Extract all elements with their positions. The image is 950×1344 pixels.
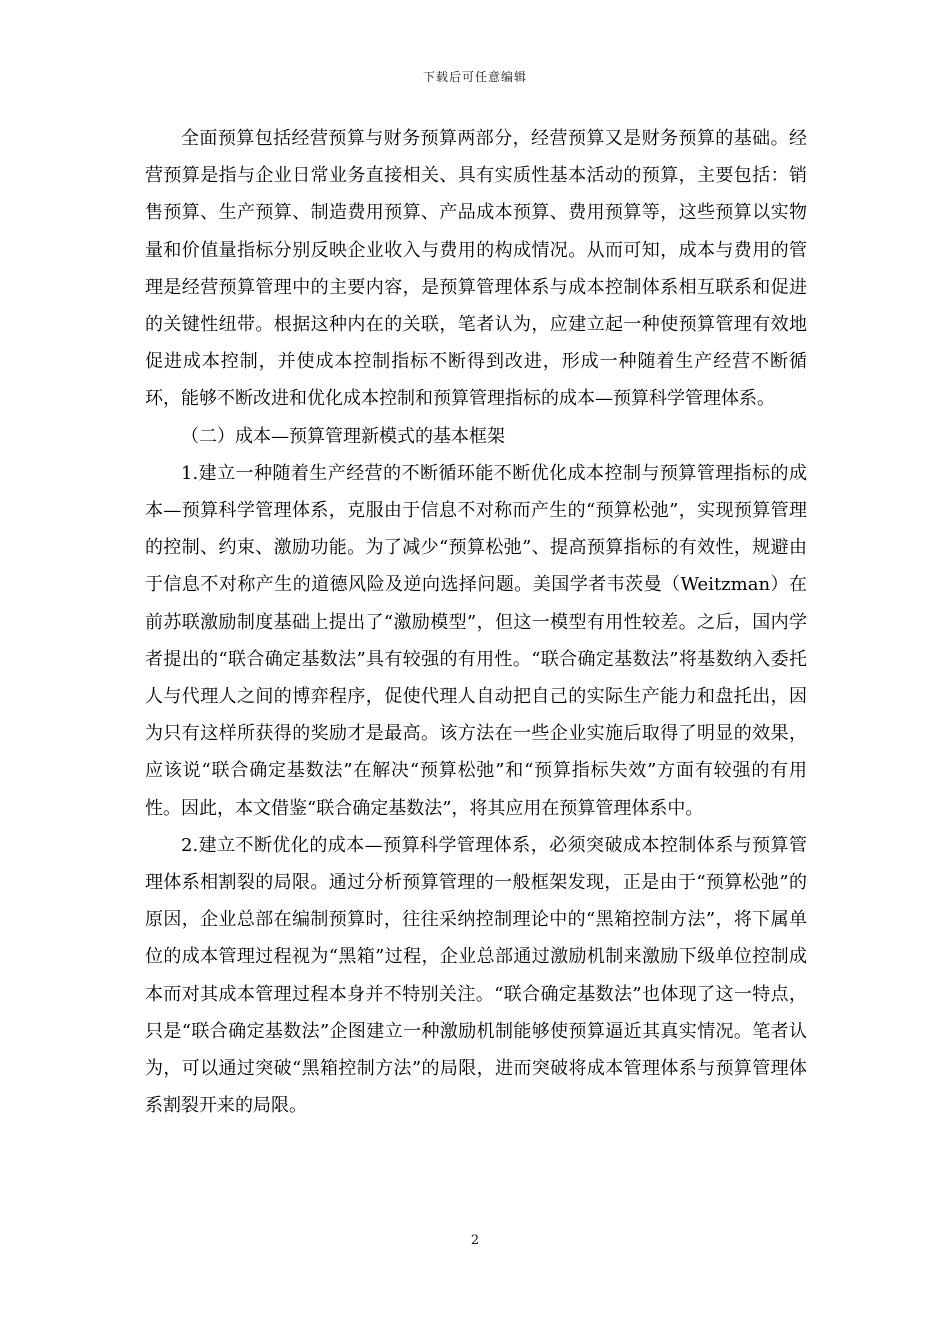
page-number: 2 (470, 1233, 480, 1248)
document-body (145, 120, 807, 1124)
section-heading-framework: （二）成本—预算管理新模式的基本框架 (181, 425, 505, 447)
page-header: 下载后可任意编辑 (422, 70, 527, 84)
paragraph-point-2: 2.建立不断优化的成本—预算科学管理体系，必须突破成本控制体系与预算管理体系相割裂的局限。通过分析预算管理的一般框架发现，正是由于“预算松弛”的原因，企业总部在编制预算时，往往采纳控制理论中的“黑箱控制方法”，将下属单位的成本管理过程视为“黑箱”过程，企业总部通过激励机制来激励下级单位控制成本而对其成本管理过程本身并不特别关注。“联合确定基数法”也体现了这一特点，只是“联合确定基数法”企图建立一种激励机制能够使预算逼近其真实情况。笔者认为，可以通过突破“黑箱控制方法”的局限，进而突破将成本管理体系与预算管理体系割裂开来的局限。 (145, 834, 807, 1117)
paragraph-budget-overview: 全面预算包括经营预算与财务预算两部分，经营预算又是财务预算的基础。经营预算是指与企业日常业务直接相关、具有实质性基本活动的预算，主要包括：销售预算、生产预算、制造费用预算、产品成本预算、费用预算等，这些预算以实物量和价值量指标分别反映企业收入与费用的构成情况。从而可知，成本与费用的管理是经营预算管理中的主要内容，是预算管理体系与成本控制体系相互联系和促进的关键性纽带。根据这种内在的关联，笔者认为，应建立起一种使预算管理有效地促进成本控制，并使成本控制指标不断得到改进，形成一种随着生产经营不断循环，能够不断改进和优化成本控制和预算管理指标的成本—预算科学管理体系。 (145, 128, 807, 410)
paragraph-point-1: 1.建立一种随着生产经营的不断循环能不断优化成本控制与预算管理指标的成本—预算科学管理体系，克服由于信息不对称而产生的“预算松弛”，实现预算管理的控制、约束、激励功能。为了减少“预算松弛”、提高预算指标的有效性，规避由于信息不对称产生的道德风险及逆向选择问题。美国学者韦茨曼（Weitzman）在前苏联激励制度基础上提出了“激励模型”，但这一模型有用性较差。之后，国内学者提出的“联合确定基数法”具有较强的有用性。“联合确定基数法”将基数纳入委托人与代理人之间的博弈程序，促使代理人自动把自己的实际生产能力和盘托出，因为只有这样所获得的奖励才是最高。该方法在一些企业实施后取得了明显的效果，应该说“联合确定基数法”在解决“预算松弛”和“预算指标失效”方面有较强的有用性。因此，本文借鉴“联合确定基数法”，将其应用在预算管理体系中。 (145, 462, 807, 819)
